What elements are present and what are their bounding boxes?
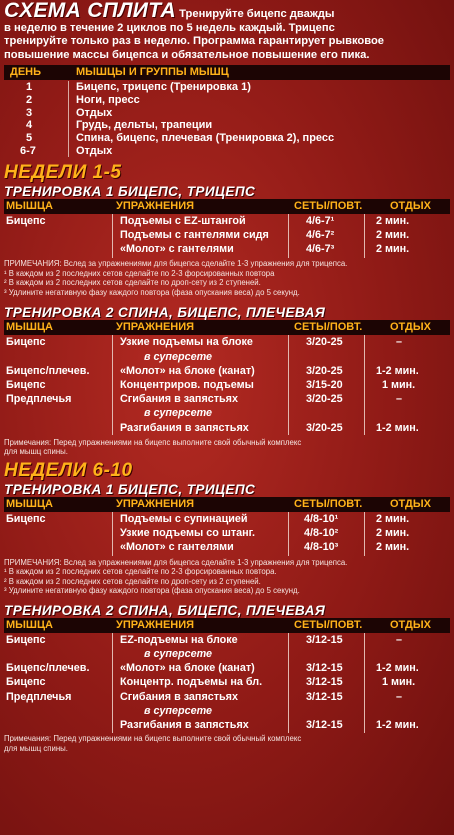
table-row: Бицепс/плечев. «Молот» на блоке (канат) 3/20-25 1-2 мин. bbox=[6, 364, 419, 377]
table-row: «Молот» с гантелями 4/8-10³ 2 мин. bbox=[120, 541, 410, 554]
split-row: 5 Спина, бицепс, плечевая (Тренировка 2), пресс bbox=[26, 132, 335, 145]
table-header: МЫШЦА УПРАЖНЕНИЯ СЕТЫ/ПОВТ. ОТДЫХ bbox=[4, 618, 450, 633]
table-row: Бицепс Концентр. подъемы на бл. 3/12-15 1 мин. bbox=[6, 676, 416, 689]
split-row: 1 Бицепс, трицепс (Тренировка 1) bbox=[26, 81, 251, 94]
split-row: 4 Грудь, дельты, трапеции bbox=[26, 119, 213, 132]
weeks-6-10-title: НЕДЕЛИ 6-10 bbox=[4, 459, 133, 481]
w1-t2-table bbox=[4, 320, 450, 434]
w1-training-1-title: ТРЕНИРОВКА 1 БИЦЕПС, ТРИЦЕПС bbox=[4, 183, 256, 199]
table-row: Бицепс EZ-подъемы на блоке 3/12-15 – bbox=[6, 633, 403, 646]
w2-training-1-title: ТРЕНИРОВКА 1 БИЦЕПС, ТРИЦЕПС bbox=[4, 481, 256, 497]
table-row: Разгибания в запястьях 3/12-15 1-2 мин. bbox=[120, 719, 419, 731]
table-row: в суперсете bbox=[144, 704, 213, 717]
table-header: МЫШЦА УПРАЖНЕНИЯ СЕТЫ/ПОВТ. ОТДЫХ bbox=[4, 320, 450, 335]
table-row: Бицепс Узкие подъемы на блоке 3/20-25 – bbox=[6, 336, 403, 349]
w2-t2-notes: Примечания: Перед упражнениями на бицепс выполните свой обычный комплекс для мышц спины. bbox=[4, 734, 302, 753]
split-header-day: ДЕНЬ bbox=[10, 66, 42, 79]
table-row: Разгибания в запястьях 3/20-25 1-2 мин. bbox=[120, 421, 419, 434]
intro-line-2: в неделю в течение 2 циклов по 5 недель каждый. Трицепс bbox=[4, 21, 335, 34]
w2-training-2-title: ТРЕНИРОВКА 2 СПИНА, БИЦЕПС, ПЛЕЧЕВАЯ bbox=[4, 602, 326, 618]
table-header: МЫШЦА УПРАЖНЕНИЯ СЕТЫ/ПОВТ. ОТДЫХ bbox=[4, 199, 450, 214]
table-row: в суперсете bbox=[144, 350, 213, 363]
split-row: 3 Отдых bbox=[26, 106, 113, 119]
w2-t1-notes: ПРИМЕЧАНИЯ: Вслед за упражнениями для бицепса сделайте 1-3 упражнения для трицепса. ¹ В каждом из 2 последних сетов сделайте по 2-3 форсированных повтора. ² В каждом из 2 последних сетов сделайте по дроп-сету из 2 ступеней. ³ Удлините негативную фазу каждого повтора (фаза опускания веса) до 5 секунд. bbox=[4, 557, 348, 596]
table-row: Предплечья Сгибания в запястьях 3/12-15 – bbox=[6, 690, 403, 703]
split-header-bar bbox=[4, 65, 450, 80]
split-row: 6-7 Отдых bbox=[20, 144, 113, 157]
intro-line-1: Тренируйте бицепс дважды bbox=[179, 8, 335, 20]
table-row: Предплечья Сгибания в запястьях 3/20-25 – bbox=[6, 393, 403, 406]
intro-line-4: повышение массы бицепса и обязательное повышение его пика. bbox=[4, 48, 370, 61]
weeks-1-5-title: НЕДЕЛИ 1-5 bbox=[4, 161, 122, 183]
w2-t1-table bbox=[4, 497, 450, 555]
table-row: Подъемы с гантелями сидя 4/6-7² 2 мин. bbox=[120, 228, 410, 241]
split-header-muscles: МЫШЦЫ И ГРУППЫ МЫШЦ bbox=[76, 66, 229, 79]
split-heading: СХЕМА СПЛИТА bbox=[4, 0, 176, 22]
intro-line-3: тренируйте только раз в неделю. Программа гарантирует рывковое bbox=[4, 35, 385, 48]
table-row: Бицепс Подъемы с супинацией 4/8-10¹ 2 мин. bbox=[6, 512, 410, 525]
w1-training-2-title: ТРЕНИРОВКА 2 СПИНА, БИЦЕПС, ПЛЕЧЕВАЯ bbox=[4, 305, 326, 321]
split-table bbox=[4, 81, 450, 157]
table-row: Бицепс Подъемы с EZ-штангой 4/6-7¹ 2 мин. bbox=[6, 214, 410, 227]
table-row: в суперсете bbox=[144, 648, 213, 661]
table-header: МЫШЦА УПРАЖНЕНИЯ СЕТЫ/ПОВТ. ОТДЫХ bbox=[4, 497, 450, 512]
table-row: «Молот» с гантелями 4/6-7³ 2 мин. bbox=[120, 242, 410, 255]
w2-t2-table bbox=[4, 618, 450, 732]
table-row: Узкие подъемы со штанг. 4/8-10² 2 мин. bbox=[120, 527, 410, 540]
w1-t1-table bbox=[4, 199, 450, 257]
table-row: Бицепс Концентриров. подъемы 3/15-20 1 мин. bbox=[6, 379, 416, 391]
w1-t2-notes: Примечания: Перед упражнениями на бицепс выполните свой обычный комплекс для мышц спины. bbox=[4, 437, 302, 457]
split-row: 2 Ноги, пресс bbox=[26, 94, 140, 107]
table-row: Бицепс/плечев. «Молот» на блоке (канат) 3/12-15 1-2 мин. bbox=[6, 662, 419, 675]
intro-block bbox=[4, 0, 450, 62]
table-row: в суперсете bbox=[144, 407, 213, 420]
w1-t1-notes: ПРИМЕЧАНИЯ: Вслед за упражнениями для бицепса сделайте 1-3 упражнения для трицепса. ¹ В каждом из 2 последних сетов сделайте по 2-3 форсированных повтора ² В каждом из 2 последних сетов сделайте по дроп-сету из 2 ступеней. ³ Удлините негативную фазу каждого повтора (фаза опускания веса) до 5 секунд. bbox=[4, 259, 348, 297]
